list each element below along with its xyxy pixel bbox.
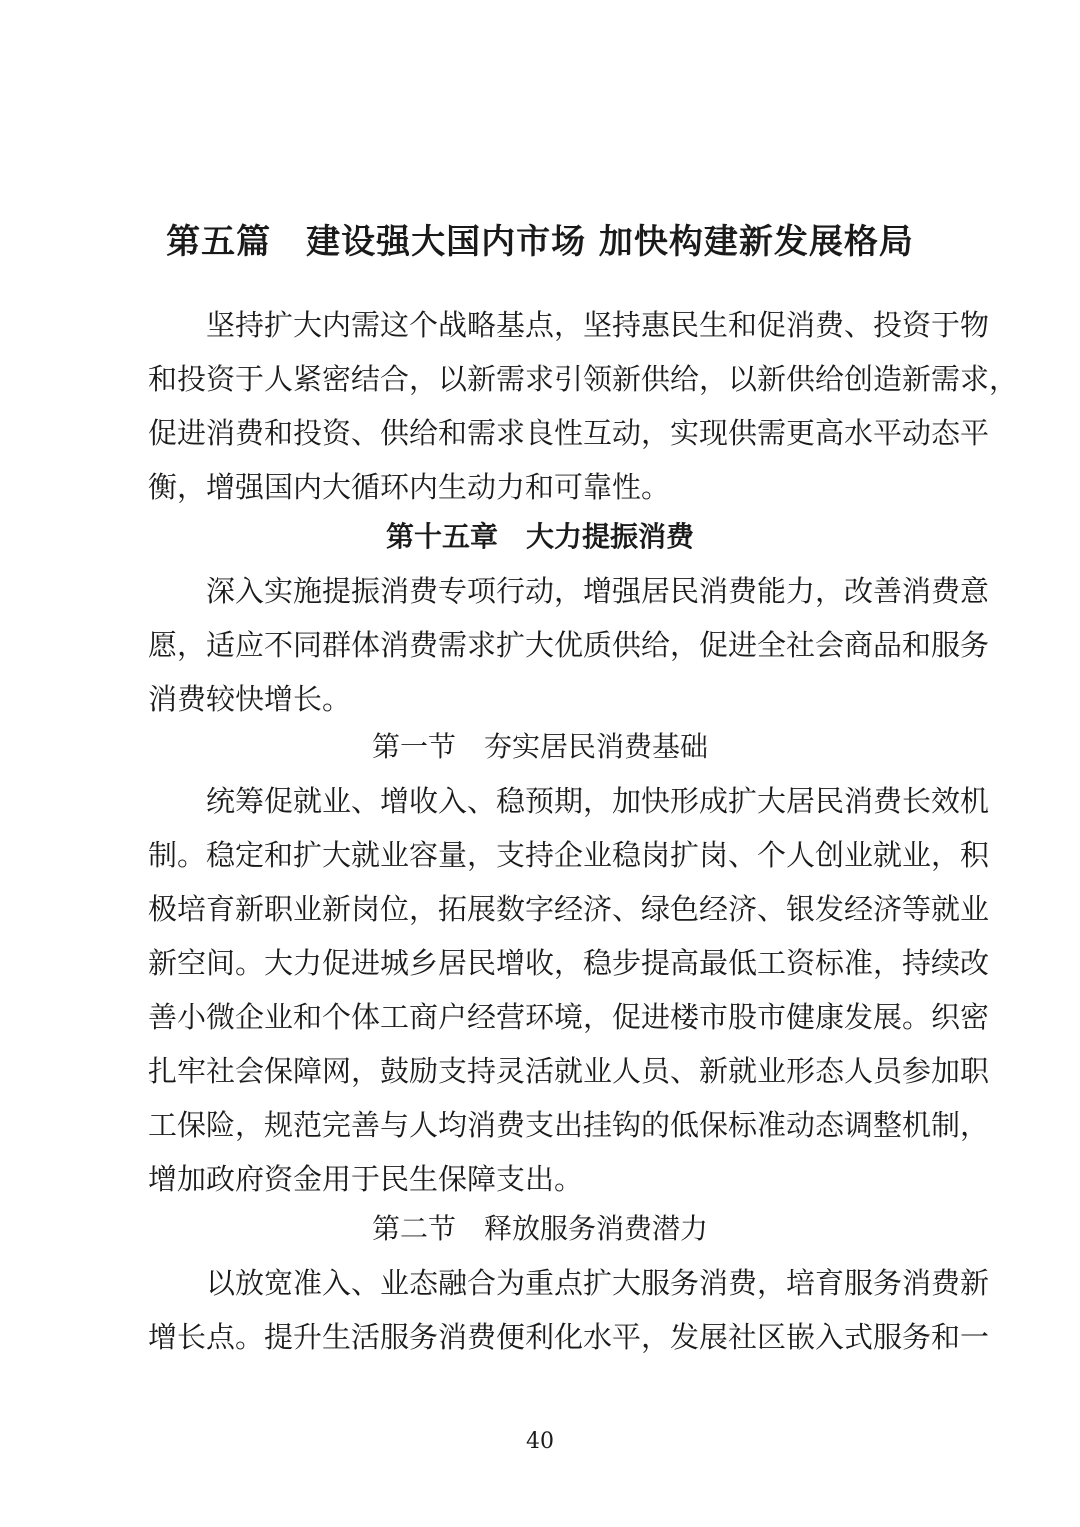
paragraph-line: 极培育新职业新岗位，拓展数字经济、绿色经济、银发经济等就业 xyxy=(148,892,990,926)
section2-paragraph xyxy=(148,1256,990,1364)
section-title: 第二节 释放服务消费潜力 xyxy=(371,1212,708,1245)
intro-paragraph xyxy=(148,298,1019,514)
paragraph-line: 新空间。大力促进城乡居民增收，稳步提高最低工资标准，持续改 xyxy=(148,946,990,980)
paragraph-line: 衡，增强国内大循环内生动力和可靠性。 xyxy=(148,470,671,504)
paragraph-line: 促进消费和投资、供给和需求良性互动，实现供需更高水平动态平 xyxy=(148,416,990,450)
chapter-title: 第十五章 大力提振消费 xyxy=(385,520,694,553)
paragraph-line: 深入实施提振消费专项行动，增强居民消费能力，改善消费意 xyxy=(206,574,990,608)
paragraph-line: 坚持扩大内需这个战略基点，坚持惠民生和促消费、投资于物 xyxy=(206,308,990,342)
paragraph-line: 扎牢社会保障网，鼓励支持灵活就业人员、新就业形态人员参加职 xyxy=(148,1054,990,1088)
paragraph-line: 增加政府资金用于民生保障支出。 xyxy=(148,1162,584,1196)
page-number: 40 xyxy=(526,1429,554,1454)
paragraph-line: 善小微企业和个体工商户经营环境，促进楼市股市健康发展。织密 xyxy=(148,1000,990,1034)
paragraph-line: 制。稳定和扩大就业容量，支持企业稳岗扩岗、个人创业就业，积 xyxy=(148,838,990,872)
paragraph-line: 愿，适应不同群体消费需求扩大优质供给，促进全社会商品和服务 xyxy=(148,628,990,662)
paragraph-line: 统筹促就业、增收入、稳预期，加快形成扩大居民消费长效机 xyxy=(206,784,990,818)
part-title: 第五篇 建设强大国内市场 加快构建新发展格局 xyxy=(166,222,914,262)
paragraph-line: 增长点。提升生活服务消费便利化水平，发展社区嵌入式服务和一 xyxy=(148,1320,990,1354)
section-title: 第一节 夯实居民消费基础 xyxy=(371,730,708,763)
section1-paragraph xyxy=(148,774,990,1206)
paragraph-line: 消费较快增长。 xyxy=(148,682,352,716)
paragraph-line: 工保险，规范完善与人均消费支出挂钩的低保标准动态调整机制， xyxy=(148,1108,990,1142)
paragraph-line: 和投资于人紧密结合，以新需求引领新供给，以新供给创造新需求， xyxy=(148,362,1019,396)
chapter-paragraph xyxy=(148,564,990,726)
paragraph-line: 以放宽准入、业态融合为重点扩大服务消费，培育服务消费新 xyxy=(206,1266,990,1300)
